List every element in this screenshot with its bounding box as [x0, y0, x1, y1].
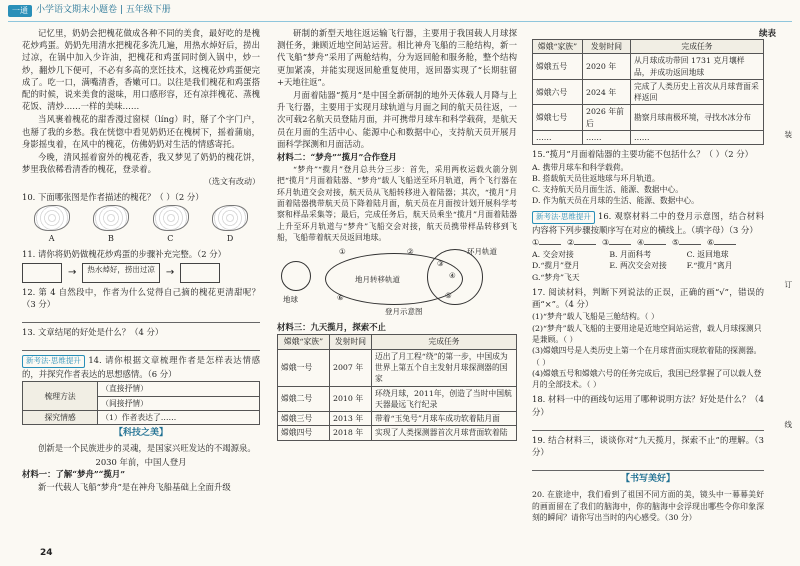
- page-header: [8, 3, 171, 19]
- table-cell: 嫦娥二号: [278, 386, 330, 412]
- q16-option: B. 月面科考: [609, 250, 652, 260]
- blank-slot[interactable]: ④: [637, 237, 666, 248]
- q17-item[interactable]: (1)“梦舟”载人飞船是三舱结构。（ ）: [532, 312, 659, 322]
- question-18: 18. 材料一中的画线句运用了哪种说明方法？好处是什么？（4 分）: [532, 394, 764, 417]
- question-20: 20. 在旅途中，我们看到了祖国不同方面的美，镜头中一幕幕美好的画面留在了我们的脑海中，你的脑海中会浮现出哪些令你印象深刻的瞬间？请你写出当时的内心感受。（30 分）: [532, 490, 764, 522]
- q15-option[interactable]: A. 携带月球车和科学载荷。: [532, 162, 629, 172]
- step-number: ④: [449, 271, 456, 281]
- question-15: 15.“揽月”月面着陆器的主要功能不包括什么？（ ）（2 分）: [532, 149, 753, 160]
- q17-item[interactable]: (3)嫦娥四号是人类历史上第一个在月球背面实现软着陆的探测器。（ ）: [532, 346, 762, 367]
- change-family-table-continued: [532, 39, 764, 145]
- table-cell: 2018 年: [330, 426, 372, 440]
- material-paragraph: 月面着陆器“揽月”是中国全新研制的地外天体载人月降与上升飞行器，主要用于实现月球轨道与月面之间的航天员往返，一次可载2名航天员登陆月面，并可携带月球车和科学载荷，是航天员在月面的生活中心、能源中心和数据中心，支持航天员开展月面科学探测和月面活动。: [277, 89, 517, 149]
- header-title: 小学语文期末小题卷 | 五年级下册: [36, 5, 171, 16]
- flower-image-a[interactable]: [34, 205, 70, 231]
- article-paragraph: 今晚，清风摇着窗外的槐花香，我又梦见了奶奶的槐花饼，梦里我依稀看清香的槐花，登录着。: [22, 151, 260, 175]
- material-2-text: “梦舟”“揽月”登月总共分三步：首先，采用两枚运载火箭分别把“揽月”月面着陆器、“梦舟”载人飞船送至环月轨道，两个飞行器在环月轨道交会对接，航天员从飞船转移进入着陆器；其次，“揽月”月面着陆器携带航天员下降着陆月面，航天员在月面按计划开展科学考察和样品采集等；最后，完成任务后，航天员乘坐“揽月”月面着陆器上升至环月轨道与“梦舟”飞船交会对接，航天员携带样品转移到飞船，飞船带着航天员返回地球。: [277, 165, 517, 242]
- q17-item[interactable]: (4)嫦娥五号和嫦娥六号的任务完成后，我国已经掌握了可以载人登月的全部技术。（ ）: [532, 368, 762, 390]
- option-letter: B: [107, 234, 114, 244]
- header-rule: [8, 21, 792, 22]
- column-right: [532, 27, 764, 557]
- arrow-right-icon: →: [68, 266, 77, 278]
- q14-row-label: 探究情感: [23, 411, 98, 425]
- table-cell: 迈出了月工程“绕”的第一步，中国成为世界上第五个自主发射月球探测器的国家: [372, 349, 517, 386]
- column-left: [22, 27, 260, 547]
- table-header: 完成任务: [372, 335, 517, 349]
- flower-image-d[interactable]: [212, 205, 248, 231]
- table-cell: 嫦娥四号: [278, 426, 330, 440]
- q16-option: E. 两次交会对接: [609, 261, 667, 271]
- question-tag: 新考法·思维提升: [22, 355, 85, 368]
- option-letter: A: [48, 234, 55, 244]
- material-1-text: 新一代载人飞船“梦舟”是在神舟飞船基础上全面升级: [38, 481, 231, 492]
- question-10: 10. 下面哪张图是作者描述的槐花？（ ）（2 分）: [22, 191, 204, 202]
- material-3-title: 材料三：九天揽月，探索不止: [277, 322, 386, 333]
- diagram-caption: 登月示意图: [385, 307, 423, 317]
- article-paragraph: 当风裹着槐花的甜香漫过窗棂（líng）时，掰了个字门户，也掰了我的乡愁。我在恍惚中看见奶奶还在槐树下，摇着蒲扇，身影摇曳着，在风中的槐花，仿佛奶奶对生活的情感寄托。: [22, 114, 260, 149]
- q16-option: F.“揽月”离月: [686, 261, 733, 271]
- table-row: [533, 54, 764, 80]
- table-row: [278, 426, 517, 440]
- question-11: 11. 请你将奶奶做槐花炒鸡蛋的步骤补充完整。（2 分）: [22, 248, 227, 259]
- question-16-text: 16. 观察材料二中的登月示意图，结合材料内容将下列步骤按顺序写在对应的横线上。（填字母）（3 分）: [532, 210, 764, 235]
- blank-slot[interactable]: ③: [602, 237, 631, 248]
- flower-image-c[interactable]: [153, 205, 189, 231]
- ring-orbit-label: 环月轨道: [467, 247, 497, 257]
- q16-options: [532, 249, 764, 283]
- step-number: ③: [437, 259, 444, 269]
- source-note: （选文有改动）: [204, 177, 260, 187]
- table-cell: 嫦娥六号: [533, 79, 583, 105]
- table-cell: ……: [533, 131, 583, 145]
- table-cell: 环绕月球，2011年，创造了当时中国航天器最远飞行纪录: [372, 386, 517, 412]
- table-header: 嫦娥“家族”: [278, 335, 330, 349]
- table-row: [533, 131, 764, 145]
- lunar-orbit-label: 地月转移轨道: [355, 275, 400, 285]
- question-14-text: 14. 请你根据文章梳理作者是怎样表达情感的，并探究作者表达的思想感情。（6 分）: [22, 355, 260, 380]
- table-cell: 嫦娥一号: [278, 349, 330, 386]
- earth-circle: [281, 261, 311, 291]
- step-box-2: 热水焯好，捞出过凉: [82, 263, 160, 283]
- table-row: [533, 79, 764, 105]
- q15-option[interactable]: C. 支持航天员月面生活、能源、数据中心。: [532, 185, 683, 195]
- step-flow: [22, 263, 260, 283]
- answer-line[interactable]: [22, 311, 260, 323]
- blank-slot[interactable]: ⑥: [707, 237, 736, 248]
- step-box-3[interactable]: [180, 263, 220, 283]
- blank-slot[interactable]: ⑤: [672, 237, 701, 248]
- step-number: ⑤: [445, 291, 452, 301]
- q14-cell[interactable]: （1）作者表达了……: [98, 411, 260, 425]
- table-cell: 完成了人类历史上首次从月球背面采样返回: [631, 79, 764, 105]
- q15-option[interactable]: D. 作为航天员在月球的生活、能源、数据中心。: [532, 196, 699, 206]
- table-header: 发射时间: [583, 40, 631, 54]
- step-number: ①: [339, 247, 346, 257]
- option-letters: [22, 233, 260, 245]
- binding-mark: 装: [784, 130, 792, 139]
- column-middle: [277, 27, 517, 557]
- option-letter: C: [167, 234, 174, 244]
- option-letter: D: [226, 234, 234, 244]
- table-cell: 勘察月球南极环境，寻找水冰分布: [631, 105, 764, 131]
- table-row: [278, 386, 517, 412]
- q14-cell[interactable]: （直接抒情）: [98, 382, 260, 396]
- step-number: ⑥: [337, 293, 344, 303]
- table-cell: 实现了人类探测器首次月球背面软着陆: [372, 426, 517, 440]
- table-header: 嫦娥“家族”: [533, 40, 583, 54]
- section-title: 【书写美好】: [620, 474, 675, 485]
- answer-line[interactable]: [532, 459, 764, 471]
- table-cell: 2026 年前后: [583, 105, 631, 131]
- q16-option: A. 交会对接: [532, 250, 574, 260]
- table-cell: 带着“玉兔号”月球车成功软着陆月面: [372, 412, 517, 426]
- table-cell: 2007 年: [330, 349, 372, 386]
- question-16: [532, 210, 764, 236]
- material-1-title: 材料一：了解“梦舟”“揽月”: [22, 468, 126, 479]
- table-cell: 2024 年: [583, 79, 631, 105]
- blank-slot[interactable]: ②: [567, 237, 596, 248]
- header-badge: 一通: [8, 5, 32, 17]
- table-cell: 嫦娥七号: [533, 105, 583, 131]
- landing-diagram: [277, 245, 517, 319]
- question-12: 12. 第 4 自然段中，作者为什么觉得自己摘的槐花更清甜呢？（3 分）: [22, 286, 260, 309]
- page-number: 24: [40, 547, 53, 558]
- table-row: [278, 412, 517, 426]
- table-cell: 2013 年: [330, 412, 372, 426]
- q14-cell[interactable]: （间接抒情）: [98, 396, 260, 410]
- table-cell: ……: [583, 131, 631, 145]
- earth-label: 地球: [283, 295, 298, 305]
- table-row: [533, 105, 764, 131]
- binding-mark: 订: [784, 280, 792, 289]
- question-tag: 新考法·思维提升: [532, 211, 595, 224]
- material-paragraph: 研制的新型天地往返运输飞行器，主要用于我国载人月球探测任务，兼顾近地空间站运营。相比神舟飞船的三舱结构，新一代飞船“梦舟”采用了两舱结构，分为返回舱和服务舱，整个结构更加紧凑，并能实现返回舱重复使用，返回器实现了“长期驻留+天地往返”。: [277, 28, 517, 87]
- table-header: 完成任务: [631, 40, 764, 54]
- table-cell: ……: [631, 131, 764, 145]
- q16-option: C. 返回地球: [686, 250, 729, 260]
- table-row: [278, 349, 517, 386]
- table-cell: 嫦娥五号: [533, 54, 583, 80]
- table-header: 发射时间: [330, 335, 372, 349]
- flower-image-b[interactable]: [93, 205, 129, 231]
- section-intro: 创新是一个民族进步的灵魂，是国家兴旺发达的不竭源泉。: [38, 443, 256, 454]
- question-13: 13. 文章结尾的好处是什么？（4 分）: [22, 327, 164, 338]
- table-cell: 嫦娥三号: [278, 412, 330, 426]
- question-14: [22, 354, 260, 380]
- q14-table: [22, 381, 260, 425]
- arrow-right-icon: →: [165, 266, 175, 278]
- q16-blanks: [532, 237, 764, 248]
- table-cell: 2020 年: [583, 54, 631, 80]
- continued-label: 续表: [758, 29, 776, 39]
- binding-mark: 线: [784, 420, 792, 429]
- q17-item[interactable]: (2)“梦舟”载人飞船的主要用途是近地空间站运营，载人月球探测只是兼顾。（ ）: [532, 323, 762, 344]
- change-family-table: [277, 334, 517, 440]
- blank-slot[interactable]: ①: [532, 237, 561, 248]
- q16-option: D.“揽月”登月: [532, 261, 580, 271]
- answer-line[interactable]: [532, 419, 764, 431]
- article-paragraph: 记忆里，奶奶会把槐花做成各种不同的美食，最好吃的是槐花炒鸡蛋。奶奶先用清水把槐花多洗几遍，用热水焯好后，捞出过凉，在锅中加入少许油，把槐花和鸡蛋同时倒入锅中，炒一炒，翻炒几下便可，不必有多高的烹饪技术，这槐花炒鸡蛋便完成了。吃一口，满嘴清香，香嫩可口。以往是我们槐花和鸡蛋搭配的时候，说来美食的滋味，用口感形容，还有凉拌槐花、蒸槐花饭、清炒……一样的美味……: [22, 28, 260, 112]
- question-19: 19. 结合材料三，谈谈你对“九天揽月，探索不止”的理解。（3 分）: [532, 434, 764, 458]
- question-17: 17. 阅读材料，判断下列说法的正误，正确的画“√”，错误的画“×”。（4 分）: [532, 287, 764, 310]
- q14-row-label: 梳理方法: [23, 382, 98, 411]
- goal-line: 2030 年前，中国人登月: [95, 456, 187, 467]
- step-box-1[interactable]: [22, 263, 62, 283]
- section-title: 【科技之美】: [113, 428, 168, 439]
- table-cell: 从月球成功带回 1731 克月壤样品，并成功返回地球: [631, 54, 764, 80]
- answer-line[interactable]: [22, 339, 260, 351]
- q15-option[interactable]: B. 搭载航天员往返地球与环月轨道。: [532, 173, 660, 183]
- material-2-title: 材料二：“梦舟”“揽月”合作登月: [277, 151, 397, 162]
- q16-option: G.“梦舟”飞天: [532, 272, 580, 282]
- table-cell: 2010 年: [330, 386, 372, 412]
- flower-options: [22, 205, 260, 231]
- step-number: ②: [407, 247, 414, 257]
